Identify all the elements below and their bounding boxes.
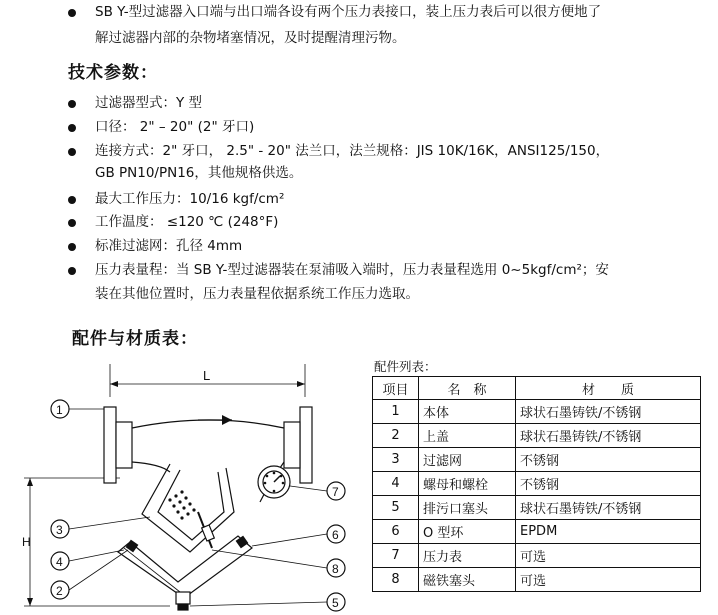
right-flange [300,407,312,483]
cover-plate-edge [124,548,180,592]
y-strainer-drawing [20,352,360,614]
svg-text:1: 1 [56,403,63,417]
bullet-icon [68,267,76,275]
svg-text:8: 8 [332,562,339,576]
bullet-icon [68,219,76,227]
parts-table [372,376,701,592]
drain-plug [176,592,190,604]
header-material: 材 质 [516,377,701,400]
parts-table-caption: 配件列表： [374,359,437,374]
table-row: 4 螺母和螺栓 不锈钢 [373,472,701,496]
dim-l-arrow-right [297,381,305,387]
svg-text:2: 2 [56,584,63,598]
bullet-icon [68,243,76,251]
bullet-icon [68,9,76,17]
table-header-row [373,377,701,400]
flow-arrow-head [222,415,232,425]
header-name: 名 称 [419,377,516,400]
drain-plug-head [178,604,188,610]
table-row: 3 过滤网 不锈钢 [373,448,701,472]
dim-l-arrow-left [110,381,118,387]
dim-l-label: L [203,368,211,383]
dim-h-label: H [22,535,31,549]
dim-h-arrow-bottom [27,598,33,606]
svg-text:3: 3 [56,523,63,537]
right-neck [284,422,300,468]
table-row: 2 上盖 球状石墨铸铁/不锈钢 [373,424,701,448]
left-neck [116,422,132,468]
parts-heading: 配件与材质表： [72,329,198,349]
bullet-icon [68,100,76,108]
table-row: 7 压力表 可选 [373,544,701,568]
body-left-bottom [132,462,170,472]
bullet-icon [68,148,76,156]
screen-spring [202,525,215,541]
header-no: 项目 [373,377,419,400]
y-leg-outer [142,464,234,552]
bullet-icon [68,124,76,132]
spec-item-gauge-cont: 装在其他位置时，压力表量程依据系统工作压力选取。 [95,286,419,302]
svg-text:5: 5 [332,596,339,610]
table-row: 8 磁铁塞头 可选 [373,568,701,592]
intro-line-1: SB Y-型过滤器入口端与出口端各设有两个压力表接口，装上压力表后可以很方便地了 [95,4,602,20]
spec-item-connection-cont: GB PN10/PN16，其他规格供选。 [95,165,303,181]
table-row: 5 排污口塞头 球状石墨铸铁/不锈钢 [373,496,701,520]
svg-text:6: 6 [332,528,339,542]
svg-text:7: 7 [332,485,339,499]
bullet-icon [68,196,76,204]
dim-h-arrow-top [27,478,33,486]
table-row: 6 O 型环 EPDM [373,520,701,544]
specs-heading: 技术参数： [68,63,158,83]
intro-line-2: 解过滤器内部的杂物堵塞情况，及时提醒清理污物。 [95,30,406,46]
svg-text:4: 4 [56,555,63,569]
body-top [132,420,284,428]
screen-mesh [168,490,195,519]
left-flange [104,407,116,483]
table-row: 1 本体 球状石墨铸铁/不锈钢 [373,400,701,424]
